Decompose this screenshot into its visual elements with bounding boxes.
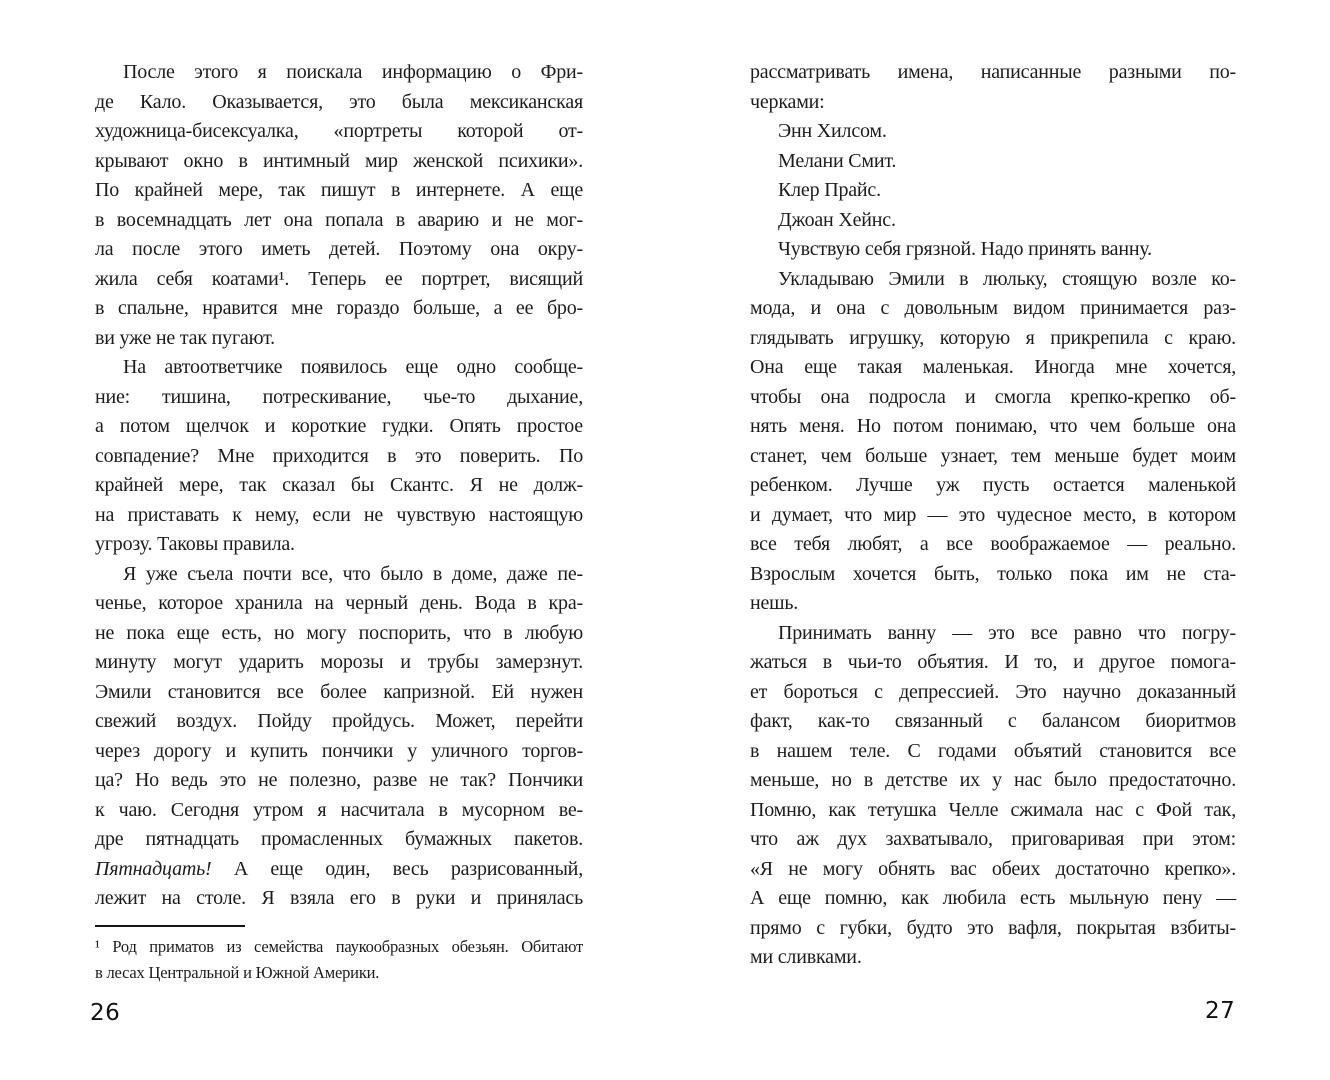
text-line: Клер Прайс.	[778, 179, 881, 201]
text-line: рассматривать имена, написанные разными по-	[750, 61, 1236, 83]
text-line: что аж дух захватывало, приговаривая при этом:	[750, 828, 1236, 850]
text-line: к чаю. Сегодня утром я насчитала в мусорном ве-	[95, 798, 583, 821]
text-line: Пятнадцать! А еще один, весь разрисованный,	[95, 857, 583, 880]
text-line: Взрослым хочется быть, только пока им не ста-	[750, 562, 1236, 585]
text-line: в спальне, нравится мне гораздо больше, а ее бро-	[95, 297, 583, 319]
text-line: меньше, но в детстве их у нас было предостаточно.	[750, 769, 1236, 791]
text-line: свежий воздух. Пойду пройдусь. Может, перейти	[95, 710, 583, 732]
text-line: жаться в чьи-то объятия. И то, и другое помога-	[750, 651, 1236, 673]
text-line: мода, и она с довольным видом принимается раз-	[750, 297, 1236, 319]
text-line: ¹ Род приматов из семейства паукообразных обезьян. Обитают	[95, 936, 583, 956]
text-line: и думает, что мир — это чудесное место, в котором	[750, 503, 1236, 526]
text-line: Мелани Смит.	[778, 149, 897, 172]
text-line: минуту могут ударить морозы и трубы замерзнут.	[95, 651, 583, 673]
footnote	[95, 925, 583, 986]
text-line: а потом щелчок и короткие гудки. Опять простое	[95, 415, 583, 437]
left-page	[95, 58, 583, 986]
text-line: Энн Хилсом.	[778, 120, 887, 142]
page-number-left: 26	[90, 1000, 121, 1026]
text-line: ние: тишина, потрескивание, чье-то дыхание,	[95, 385, 583, 408]
text-line: художница-бисексуалка, «портреты которой от-	[95, 120, 583, 142]
text-line: крывают окно в интимный мир женской психики».	[95, 149, 583, 172]
text-line: На автоответчике появилось еще одно сообще-	[123, 356, 583, 378]
text-line: де Кало. Оказывается, это была мексиканская	[95, 90, 583, 113]
text-line: Эмили становится все более капризной. Ей нужен	[95, 680, 583, 703]
text-line: крайней мере, так сказал бы Скантс. Я не долж-	[95, 474, 583, 496]
text-line: совпадение? Мне приходится в это поверить. По	[95, 444, 583, 467]
text-line: угрозу. Таковы правила.	[95, 533, 295, 555]
text-line: Укладываю Эмили в люльку, стоящую возле ко-	[778, 267, 1236, 290]
text-line: дре пятнадцать промасленных бумажных пакетов.	[95, 828, 583, 850]
text-line: в восемнадцать лет она попала в аварию и не мог-	[95, 208, 583, 231]
text-line: ца? Но ведь это не полезно, разве не так? Пончики	[95, 769, 583, 791]
page-number-right: 27	[1205, 998, 1236, 1024]
text-line: Я уже съела почти все, что было в доме, даже пе-	[123, 562, 583, 585]
left-page-text	[95, 58, 583, 914]
text-line: через дорогу и купить пончики у уличного торгов-	[95, 739, 583, 762]
right-page	[750, 58, 1236, 973]
text-line: ла после этого иметь детей. Поэтому она окру-	[95, 238, 583, 260]
text-line: ребенком. Лучше уж пусть остается маленькой	[750, 474, 1236, 496]
text-line: ви уже не так пугают.	[95, 326, 275, 349]
text-line: нять меня. Но потом понимаю, что чем больше она	[750, 415, 1236, 437]
text-line: лежит на столе. Я взяла его в руки и принялась	[95, 887, 583, 909]
text-line: прямо с губки, будто это вафля, покрытая взбиты-	[750, 916, 1236, 939]
footnote-rule	[95, 925, 245, 927]
text-line: А еще помню, как любила есть мыльную пену —	[750, 887, 1236, 909]
italic-emphasis: Пятнадцать!	[95, 857, 212, 880]
text-line: Она еще такая маленькая. Иногда мне хочется,	[750, 356, 1236, 378]
text-line: в лесах Центральной и Южной Америки.	[95, 962, 380, 982]
text-line: все тебя любят, а все воображаемое — реально.	[750, 533, 1236, 555]
text-line: факт, как-то связанный с балансом биоритмов	[750, 710, 1236, 732]
text-line: не пока еще есть, но могу поспорить, что в любую	[95, 621, 583, 644]
text-line: станет, чем больше узнает, тем меньше будет моим	[750, 444, 1236, 467]
text-line: ет бороться с депрессией. Это научно доказанный	[750, 680, 1236, 703]
text-line: Чувствую себя грязной. Надо принять ванну.	[778, 238, 1152, 260]
text-line: После этого я поискала информацию о Фри-	[123, 61, 583, 83]
text-line: Помню, как тетушка Челле сжимала нас с Фой так,	[750, 798, 1236, 821]
text-line: нешь.	[750, 592, 799, 614]
text-line: чтобы она подросла и смогла крепко-крепко об-	[750, 385, 1236, 408]
text-line: ми сливками.	[750, 946, 862, 968]
footnote-text	[95, 934, 583, 986]
text-line: ченье, которое хранила на черный день. Вода в кра-	[95, 592, 583, 614]
right-page-text	[750, 58, 1236, 973]
text-line: в нашем теле. С годами объятий становится все	[750, 739, 1236, 762]
text-line: Джоан Хейнс.	[778, 208, 896, 231]
text-line: «Я не могу обнять вас обеих достаточно крепко».	[750, 857, 1236, 880]
text-line: По крайней мере, так пишут в интернете. А еще	[95, 179, 583, 201]
text-line: жила себя коатами¹. Теперь ее портрет, висящий	[95, 267, 583, 290]
text-line: глядывать игрушку, которую я прикрепила с краю.	[750, 326, 1236, 349]
text-line: Принимать ванну — это все равно что погру-	[778, 621, 1236, 644]
text-line: черками:	[750, 90, 825, 113]
text-line: на приставать к нему, если не чувствую настоящую	[95, 503, 583, 526]
